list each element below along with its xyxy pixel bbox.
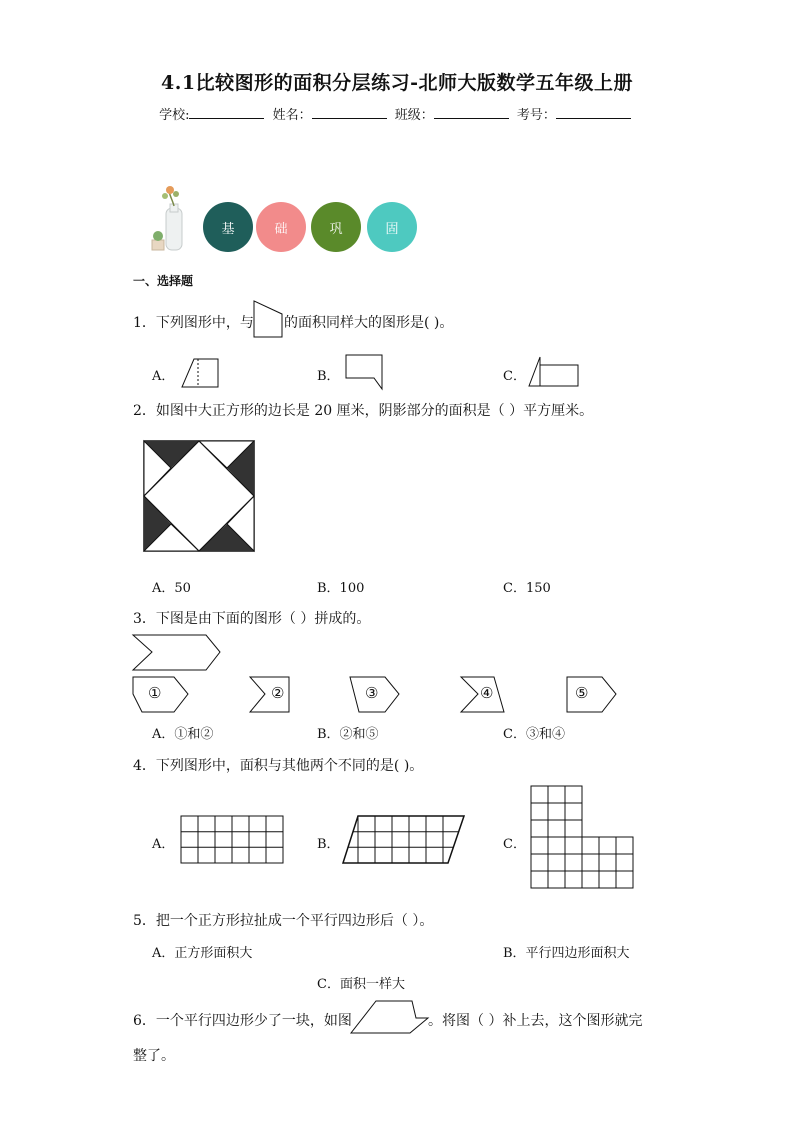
q5-option-a[interactable]: A．正方形面积大 (152, 946, 253, 961)
q3-piece-2 (249, 676, 291, 714)
badge-gong: 巩 (311, 202, 361, 252)
badge-ji: 基 (203, 202, 253, 252)
q1-option-a-shape[interactable] (181, 358, 219, 388)
q1-reference-shape (253, 300, 283, 338)
q3-option-a[interactable]: A．①和② (152, 727, 214, 742)
q6-suffix: 。将图（ ）补上去，这个图形就完 (428, 1013, 643, 1029)
q3-piece-1-label: ① (148, 684, 162, 702)
class-blank[interactable] (434, 106, 509, 119)
q1-option-c-shape[interactable] (528, 356, 580, 388)
q5-question: 5．把一个正方形拉扯成一个平行四边形后（ ）。 (133, 913, 434, 929)
q4-option-b-parallelogram[interactable] (342, 815, 466, 865)
badge-gu: 固 (367, 202, 417, 252)
q1-option-b-shape[interactable] (345, 354, 385, 390)
name-label: 姓名： (272, 108, 312, 123)
q5-option-b[interactable]: B．平行四边形面积大 (503, 946, 630, 961)
q4-option-c-lshape[interactable] (530, 785, 636, 889)
badge-chu: 础 (256, 202, 306, 252)
q2-square-figure (143, 440, 255, 552)
q2-question: 2．如图中大正方形的边长是 20 厘米，阴影部分的面积是（ ）平方厘米。 (133, 403, 594, 419)
school-label: 学校: (159, 108, 190, 123)
q1-option-a-label[interactable]: A． (152, 369, 175, 384)
q4-option-a-label[interactable]: A． (152, 837, 175, 852)
q3-option-b[interactable]: B．②和⑤ (317, 727, 379, 742)
q3-piece-3-label: ③ (365, 684, 379, 702)
q6-incomplete-parallelogram (350, 1000, 430, 1036)
class-label: 班级： (394, 108, 434, 123)
q4-option-c-label[interactable]: C． (503, 837, 526, 852)
q2-option-b[interactable]: B．100 (317, 581, 365, 596)
q3-option-c[interactable]: C．③和④ (503, 727, 565, 742)
q6-line2: 整了。 (133, 1048, 175, 1064)
q2-option-c[interactable]: C．150 (503, 581, 551, 596)
q4-option-b-label[interactable]: B． (317, 837, 340, 852)
q2-option-a[interactable]: A．50 (152, 581, 191, 596)
exam-label: 考号： (516, 108, 556, 123)
q6-prefix: 6．一个平行四边形少了一块，如图 (133, 1013, 352, 1029)
q3-piece-4-label: ④ (480, 684, 494, 702)
q3-combined-figure (132, 634, 222, 674)
vase-plant-icon (148, 186, 193, 254)
q3-piece-5-label: ⑤ (575, 684, 589, 702)
q4-option-a-grid[interactable] (180, 815, 284, 865)
q3-piece-2-label: ② (271, 684, 285, 702)
q1-option-b-label[interactable]: B． (317, 369, 340, 384)
q5-option-c[interactable]: C．面积一样大 (317, 977, 405, 992)
school-blank[interactable] (189, 106, 264, 119)
section-title: 一、选择题 (133, 274, 194, 288)
exam-blank[interactable] (556, 106, 631, 119)
page-title: 4.1比较图形的面积分层练习-北师大版数学五年级上册 (161, 72, 633, 94)
q4-question: 4．下列图形中，面积与其他两个不同的是( )。 (133, 758, 424, 774)
q1-suffix: 的面积同样大的图形是( )。 (284, 315, 454, 331)
q3-piece-5 (566, 676, 618, 714)
student-info-line (0, 104, 794, 123)
name-blank[interactable] (312, 106, 387, 119)
q3-question: 3．下图是由下面的图形（ ）拼成的。 (133, 611, 371, 627)
q1-prefix: 1．下列图形中，与 (133, 315, 254, 331)
q1-option-c-label[interactable]: C． (503, 369, 526, 384)
